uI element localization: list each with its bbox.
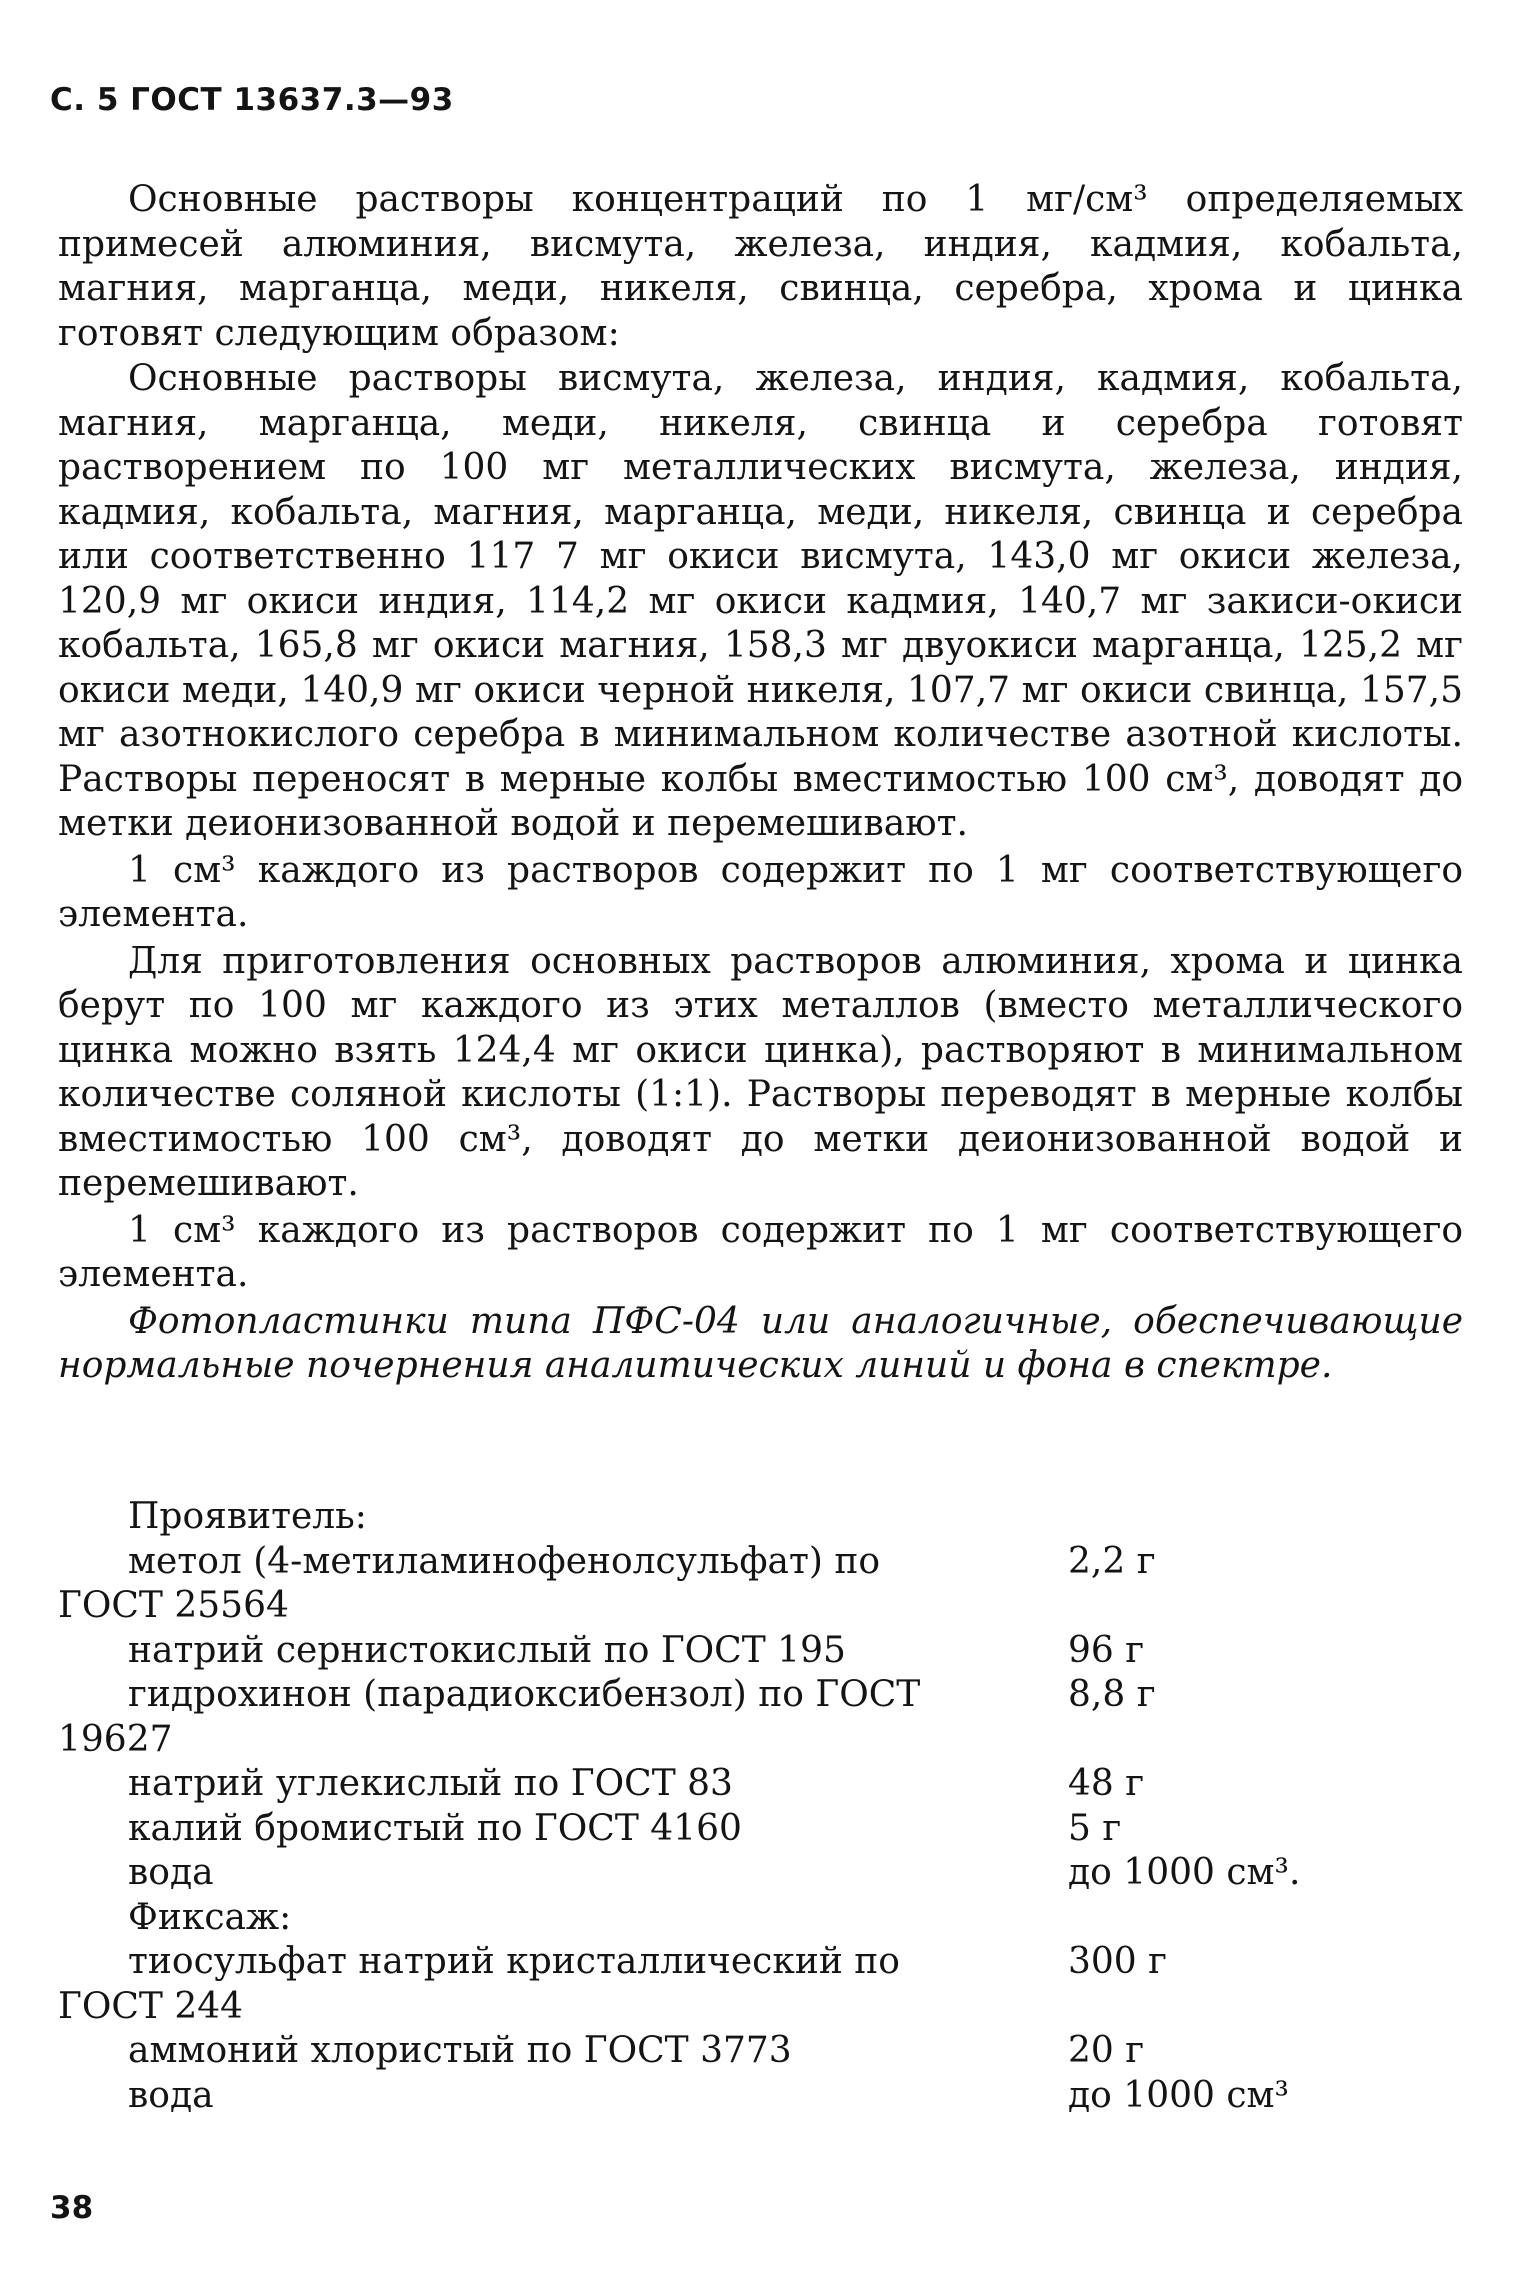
list-item xyxy=(58,1629,1463,1674)
reagent-name: вода xyxy=(128,2074,214,2116)
reagent-name: ГОСТ 25564 xyxy=(58,1585,289,1626)
reagent-name: гидрохинон (парадиоксибензол) по ГОСТ xyxy=(128,1674,921,1715)
paragraph-main-solutions: Основные растворы висмута, железа, индия, кадмия, кобальта, магния, марганца, меди, никеля, свинца и серебра готовят растворением по 100 мг металлических висмута, железа, индия, кадмия, кобальта, магния, марганца, меди, никеля, свинца и серебра или соответственно 117 7 мг окиси висмута, 143,0 мг окиси железа, 120,9 мг окиси индия, 114,2 мг окиси кадмия, 140,7 мг закиси-окиси кобальта, 165,8 мг окиси магния, 158,3 мг двуокиси марганца, 125,2 мг окиси меди, 140,9 мг окиси черной никеля, 107,7 мг окиси свинца, 157,5 мг азотнокислого серебра в минимальном количестве азотной кислоты. Растворы переносят в мерные колбы вместимостью 100 см³, доводят до метки деионизованной водой и перемешивают. xyxy=(58,358,1463,844)
list-item xyxy=(58,1851,1463,1896)
reagent-name: натрий сернистокислый по ГОСТ 195 xyxy=(128,1629,846,1671)
paragraph-concentration-note: 1 см³ каждого из растворов содержит по 1 мг соответствующего элемента. xyxy=(58,849,1463,935)
reagent-amount: 48 г xyxy=(1068,1763,1145,1804)
reagent-amount: 20 г xyxy=(1068,2030,1145,2071)
reagent-amount: 2,2 г xyxy=(1068,1540,1156,1582)
reagent-amount: до 1000 см³ xyxy=(1068,2074,1289,2116)
paragraph-aluminium-chrome-zinc: Для приготовления основных растворов алюминия, хрома и цинка берут по 100 мг каждого из этих металлов (вместо металлического цинка можно взять 124,4 мг окиси цинка), растворяют в минимальном количестве соляной кислоты (1:1). Растворы переводят в мерные колбы вместимостью 100 см³, доводят до метки деионизованной водой и перемешивают. xyxy=(58,940,1463,1204)
reagent-amount: 96 г xyxy=(1068,1629,1145,1671)
reagent-amount: 8,8 г xyxy=(1068,1674,1156,1715)
developer-heading: Проявитель: xyxy=(128,1496,367,1537)
list-item xyxy=(58,1540,1463,1585)
reagent-name: ГОСТ 244 xyxy=(58,1985,244,2027)
reagent-name: метол (4-метиламинофенолсульфат) по xyxy=(128,1540,881,1582)
list-item xyxy=(58,1718,1463,1763)
reagent-name: натрий углекислый по ГОСТ 83 xyxy=(128,1763,733,1804)
reagent-amount: 5 г xyxy=(1068,1807,1122,1849)
body-text xyxy=(58,178,1463,1390)
list-item xyxy=(58,2074,1463,2119)
list-item xyxy=(58,1940,1463,1985)
paragraph-concentration-note-2: 1 см³ каждого из растворов содержит по 1 мг соответствующего элемента. xyxy=(58,1209,1463,1295)
reagent-amount: до 1000 см³. xyxy=(1068,1852,1301,1893)
list-item xyxy=(58,2029,1463,2074)
list-item xyxy=(58,1762,1463,1807)
list-item xyxy=(58,1673,1463,1718)
paragraph-intro: Основные растворы концентраций по 1 мг/см³ определяемых примесей алюминия, висмута, железа, индия, кадмия, кобальта, магния, марганца, меди, никеля, свинца, серебра, хрома и цинка готовят следующим образом: xyxy=(58,179,1463,354)
reagents-list xyxy=(58,1495,1463,2118)
list-item xyxy=(58,1985,1463,2030)
page-number: 38 xyxy=(50,2190,94,2226)
running-header: С. 5 ГОСТ 13637.3—93 xyxy=(50,82,454,118)
paragraph-photoplates: Фотопластинки типа ПФС-04 или аналогичные, обеспечивающие нормальные почернения аналитических линий и фона в спектре. xyxy=(58,1300,1463,1386)
reagent-amount: 300 г xyxy=(1068,1941,1168,1982)
list-item xyxy=(58,1584,1463,1629)
reagent-name: вода xyxy=(128,1852,214,1893)
list-item xyxy=(58,1807,1463,1852)
fixer-heading: Фиксаж: xyxy=(128,1896,292,1938)
reagent-name: аммоний хлористый по ГОСТ 3773 xyxy=(128,2030,792,2071)
reagent-name: калий бромистый по ГОСТ 4160 xyxy=(128,1807,742,1849)
reagent-name: 19627 xyxy=(58,1718,173,1760)
reagent-name: тиосульфат натрий кристаллический по xyxy=(128,1941,900,1982)
